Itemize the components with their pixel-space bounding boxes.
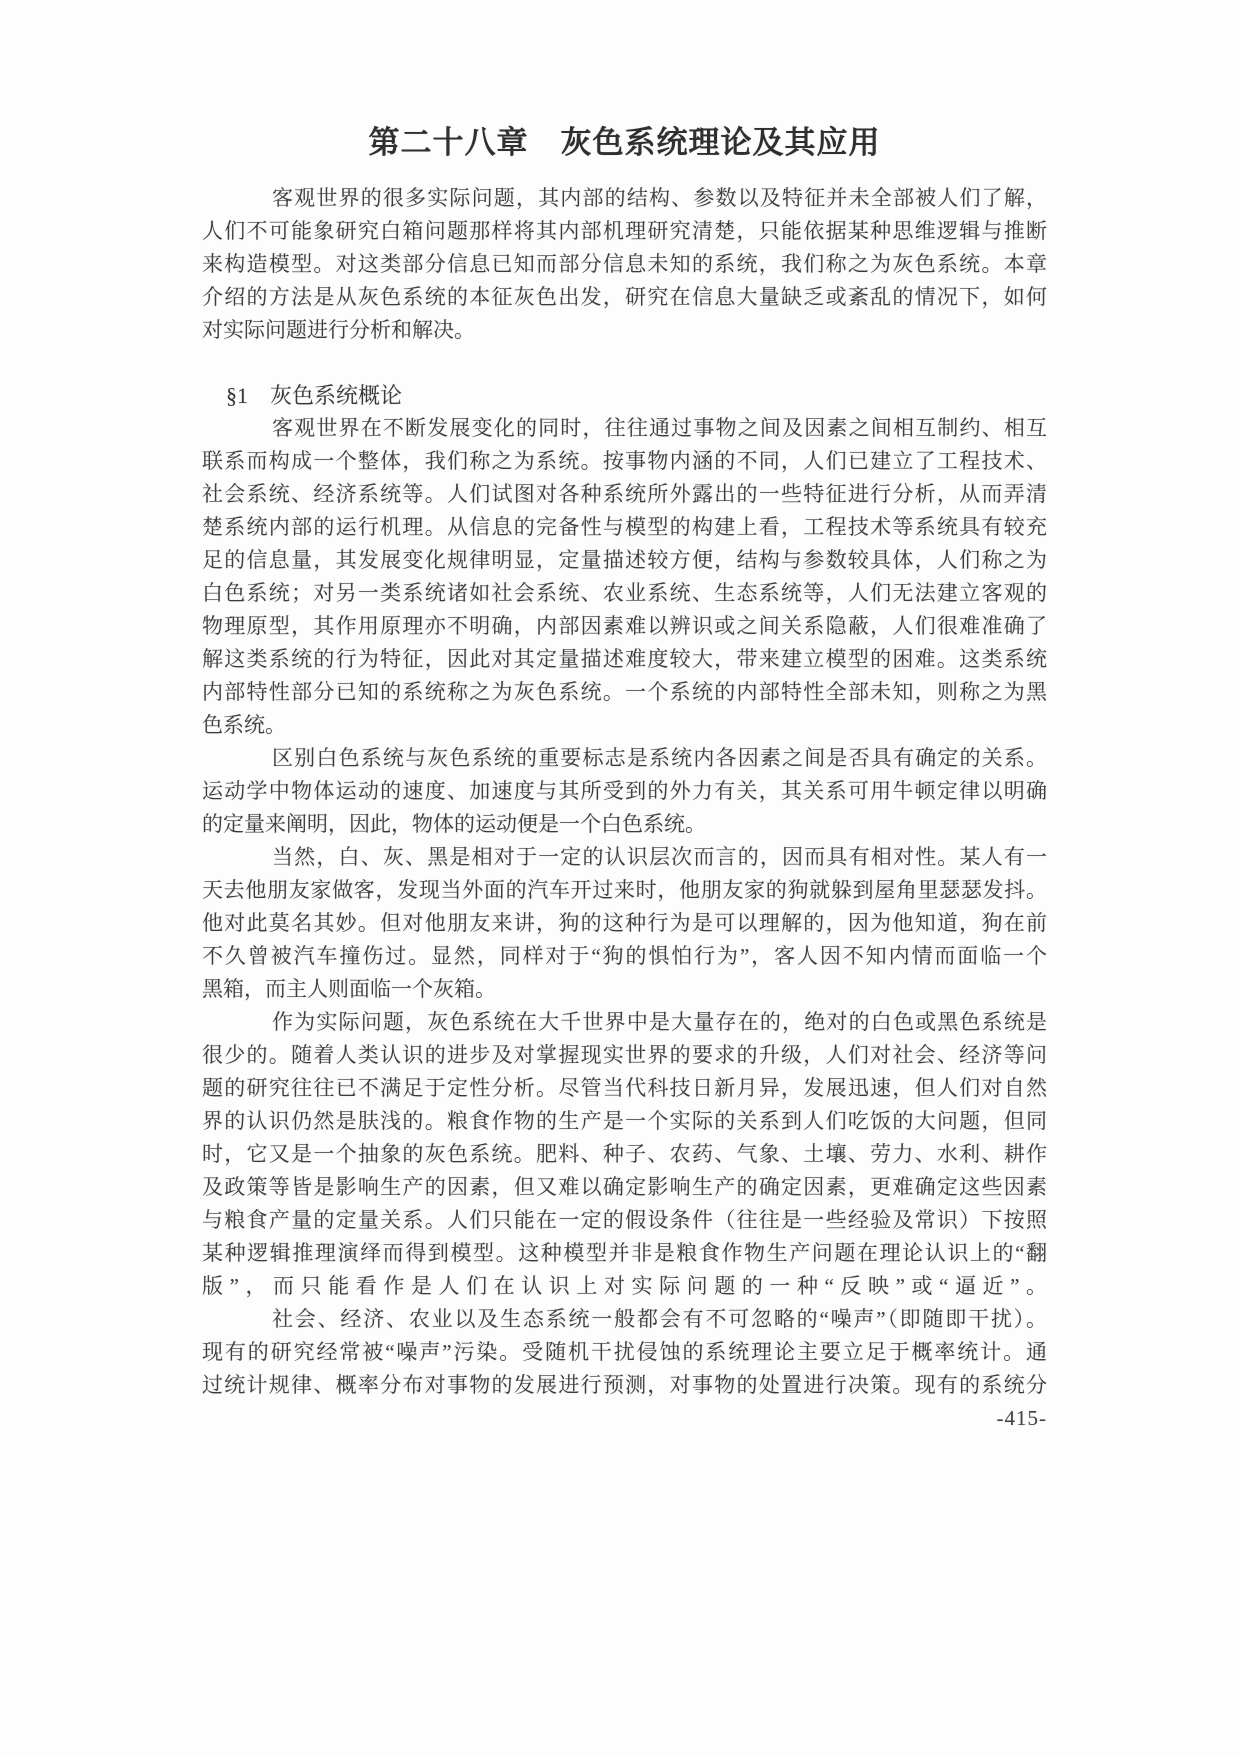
- paragraph: [202, 1303, 1047, 1402]
- text-line: 色系统。: [202, 713, 286, 737]
- text-line: 及政策等皆是影响生产的因素，但又难以确定影响生产的确定因素，更难确定这些因素: [202, 1175, 1047, 1199]
- text-line: 客观世界的很多实际问题，其内部的结构、参数以及特征并未全部被人们了解，: [272, 186, 1047, 210]
- text-line: 社会系统、经济系统等。人们试图对各种系统所外露出的一些特征进行分析，从而弄清: [202, 482, 1047, 506]
- text-line: 社会、经济、农业以及生态系统一般都会有不可忽略的“噪声”（即随即干扰）。: [272, 1307, 1047, 1331]
- text-line: 的定量来阐明，因此，物体的运动便是一个白色系统。: [202, 812, 706, 836]
- text-line: 过统计规律、概率分布对事物的发展进行预测，对事物的处置进行决策。现有的系统分: [202, 1373, 1047, 1397]
- text-line: 来构造模型。对这类部分信息已知而部分信息未知的系统，我们称之为灰色系统。本章: [202, 252, 1047, 276]
- text-line: 物理原型，其作用原理亦不明确，内部因素难以辨识或之间关系隐蔽，人们很难准确了: [202, 614, 1047, 638]
- text-line: 时，它又是一个抽象的灰色系统。肥料、种子、农药、气象、土壤、劳力、水利、耕作: [202, 1142, 1047, 1166]
- section-body: [202, 412, 1047, 1402]
- paragraph: [202, 1006, 1047, 1303]
- text-line: 题的研究往往已不满足于定性分析。尽管当代科技日新月异，发展迅速，但人们对自然: [202, 1076, 1047, 1100]
- text-line: 黑箱，而主人则面临一个灰箱。: [202, 977, 496, 1001]
- page-number: -415-: [996, 1406, 1047, 1430]
- text-line: 对实际问题进行分析和解决。: [202, 318, 475, 342]
- paragraph: [202, 841, 1047, 1006]
- text-line: 与粮食产量的定量关系。人们只能在一定的假设条件（往往是一些经验及常识）下按照: [202, 1208, 1047, 1232]
- text-line: 联系而构成一个整体，我们称之为系统。按事物内涵的不同，人们已建立了工程技术、: [202, 449, 1047, 473]
- text-line: 不久曾被汽车撞伤过。显然，同样对于“狗的惧怕行为”，客人因不知内情而面临一个: [202, 944, 1047, 968]
- paragraph: [202, 412, 1047, 742]
- text-line: 介绍的方法是从灰色系统的本征灰色出发，研究在信息大量缺乏或紊乱的情况下，如何: [202, 285, 1047, 309]
- text-line: 当然，白、灰、黑是相对于一定的认识层次而言的，因而具有相对性。某人有一: [272, 845, 1047, 869]
- text-line: 区别白色系统与灰色系统的重要标志是系统内各因素之间是否具有确定的关系。: [272, 746, 1047, 770]
- text-line: 客观世界在不断发展变化的同时，往往通过事物之间及因素之间相互制约、相互: [272, 416, 1047, 440]
- chapter-title: 第二十八章 灰色系统理论及其应用: [368, 125, 881, 160]
- text-line: 天去他朋友家做客，发现当外面的汽车开过来时，他朋友家的狗就躲到屋角里瑟瑟发抖。: [202, 878, 1047, 902]
- text-line: 界的认识仍然是肤浅的。粮食作物的生产是一个实际的关系到人们吃饭的大问题，但同: [202, 1109, 1047, 1133]
- paragraph: [202, 742, 1047, 841]
- text-line: 他对此莫名其妙。但对他朋友来讲，狗的这种行为是可以理解的，因为他知道，狗在前: [202, 911, 1047, 935]
- text-line: 白色系统；对另一类系统诸如社会系统、农业系统、生态系统等，人们无法建立客观的: [202, 581, 1047, 605]
- text-line: 楚系统内部的运行机理。从信息的完备性与模型的构建上看，工程技术等系统具有较充: [202, 515, 1047, 539]
- text-line: 作为实际问题，灰色系统在大千世界中是大量存在的，绝对的白色或黑色系统是: [272, 1010, 1047, 1034]
- intro-paragraph: [202, 182, 1047, 347]
- text-line: 内部特性部分已知的系统称之为灰色系统。一个系统的内部特性全部未知，则称之为黑: [202, 680, 1047, 704]
- text-line: 运动学中物体运动的速度、加速度与其所受到的外力有关，其关系可用牛顿定律以明确: [202, 779, 1047, 803]
- section-heading: §1 灰色系统概论: [226, 383, 403, 408]
- text-line: 很少的。随着人类认识的进步及对掌握现实世界的要求的升级，人们对社会、经济等问: [202, 1043, 1047, 1067]
- text-line: 人们不可能象研究白箱问题那样将其内部机理研究清楚，只能依据某种思维逻辑与推断: [202, 219, 1047, 243]
- text-line: 某种逻辑推理演绎而得到模型。这种模型并非是粮食作物生产问题在理论认识上的“翻: [202, 1241, 1047, 1265]
- text-line: 足的信息量，其发展变化规律明显，定量描述较方便，结构与参数较具体，人们称之为: [202, 548, 1047, 572]
- text-line: 现有的研究经常被“噪声”污染。受随机干扰侵蚀的系统理论主要立足于概率统计。通: [202, 1340, 1047, 1364]
- text-block: [202, 0, 1047, 1435]
- text-line: 版”，而只能看作是人们在认识上对实际问题的一种“反映”或“逼近”。: [202, 1274, 1047, 1298]
- text-line: 解这类系统的行为特征，因此对其定量描述难度较大，带来建立模型的困难。这类系统: [202, 647, 1047, 671]
